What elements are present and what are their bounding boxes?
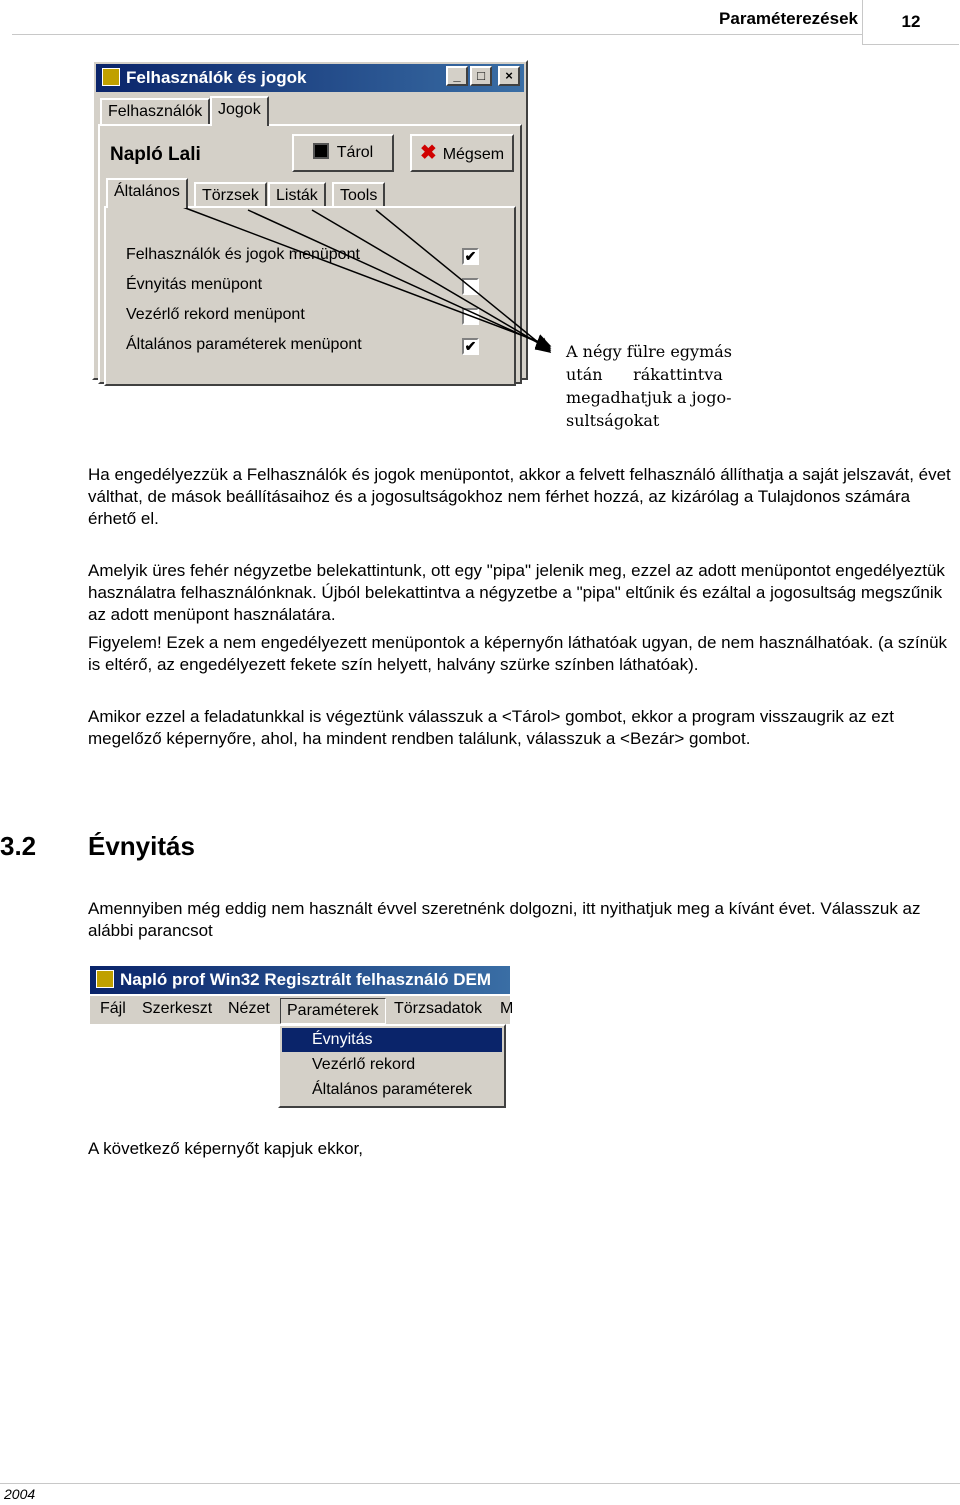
- annotation-note: [566, 340, 766, 432]
- menuitem-vezerlo-rekord[interactable]: Vezérlő rekord: [312, 1056, 416, 1073]
- section-title: Évnyitás: [88, 831, 195, 861]
- menu-fajl[interactable]: Fájl: [100, 1000, 126, 1017]
- annotation-line: megadhatjuk a jogo-: [566, 388, 732, 407]
- save-label: Tárol: [336, 144, 374, 161]
- menu-parameterek[interactable]: Paraméterek: [280, 998, 386, 1024]
- close-button[interactable]: ×: [498, 66, 520, 86]
- header-title: Paraméterezések: [719, 9, 858, 28]
- menubar: [90, 996, 514, 1024]
- paragraph-6: A következő képernyőt kapjuk ekkor,: [88, 1139, 363, 1158]
- user-name: Napló Lali: [110, 144, 201, 165]
- menuitem-evnyitas[interactable]: Évnyitás: [282, 1028, 502, 1052]
- header-rule: [12, 34, 862, 35]
- parameterek-dropdown: [278, 1024, 506, 1108]
- minimize-button[interactable]: _: [446, 66, 468, 86]
- subtab-torzsek[interactable]: Törzsek: [194, 182, 267, 208]
- menu-nezet[interactable]: Nézet: [228, 1000, 270, 1017]
- paragraph-2: Amelyik üres fehér négyzetbe belekattintunk, ott egy "pipa" jelenik meg, ezzel az adott menüpontot engedélyeztük használatra felhasználónknak. Újból belekattintva a négyzetbe a "pipa" eltűnik és ezáltal a jogosultság megszűnik az adott menüpont használatára.: [88, 561, 945, 624]
- section-number: 3.2: [0, 831, 37, 861]
- red-x-icon: ✖: [419, 142, 437, 164]
- screenshot-menu: [90, 966, 514, 1110]
- app-title: Napló prof Win32 Regisztrált felhasználó DEM: [120, 970, 492, 989]
- footer-rule: [0, 1483, 960, 1484]
- page-number: 12: [862, 0, 959, 45]
- footer-year: 2004: [4, 1486, 36, 1502]
- cancel-label: Mégsem: [442, 146, 505, 163]
- menu-szerkeszt[interactable]: Szerkeszt: [142, 1000, 213, 1017]
- subtab-altalanos[interactable]: Általános: [106, 178, 188, 208]
- menu-more[interactable]: M: [500, 1000, 514, 1017]
- app-icon: [96, 970, 114, 988]
- arrow: [248, 210, 550, 348]
- arrow: [180, 206, 550, 346]
- permission-label: Vezérlő rekord menüpont: [126, 306, 305, 323]
- app-titlebar: [90, 966, 510, 994]
- permission-label: Évnyitás menüpont: [126, 276, 263, 293]
- paragraph-5: Amennyiben még eddig nem használt évvel szeretnénk dolgozni, itt nyithatjuk meg a kívánt évet. Válasszuk az alábbi parancsot: [88, 899, 921, 940]
- paragraph-4: Amikor ezzel a feladatunkkal is végeztünk válasszuk a <Tárol> gombot, ekkor a program visszaugrik az ezt megelőző képernyőre, ahol, ha mindent rendben találunk, válasszuk a <Bezár> gombot.: [88, 707, 894, 748]
- paragraph-3: Figyelem! Ezek a nem engedélyezett menüpontok a képernyőn láthatóak ugyan, de nem használhatóak. (a színük is eltérő, az engedélyezett fekete szín helyett, halvány szürke színben láthatóak).: [88, 633, 948, 674]
- window-title: Felhasználók és jogok: [126, 68, 307, 87]
- paragraph-1: Ha engedélyezzük a Felhasználók és jogok menüpontot, akkor a felvett felhasználó állíthatja a saját jelszavát, évet válthat, de mások beállításaihoz és a jogosultságokhoz nem férhet hozzá, az kizárólag a Tulajdonos számára érhető el.: [88, 465, 951, 528]
- permission-label: Általános paraméterek menüpont: [126, 336, 362, 353]
- subtab-listak[interactable]: Listák: [268, 182, 326, 208]
- permission-checkbox[interactable]: ✔: [462, 248, 479, 265]
- menu-torzsadatok[interactable]: Törzsadatok: [394, 1000, 483, 1017]
- annotation-line: sultságokat: [566, 411, 660, 430]
- annotation-line: után rákattintva: [566, 365, 723, 384]
- menuitem-altalanos-parameterek[interactable]: Általános paraméterek: [312, 1081, 473, 1098]
- subtab-tools[interactable]: Tools: [332, 182, 385, 208]
- tab-jogok[interactable]: Jogok: [210, 96, 269, 126]
- permission-label: Felhasználók és jogok menüpont: [126, 246, 360, 263]
- annotation-line: A négy fülre egymás: [566, 342, 732, 361]
- maximize-button[interactable]: □: [470, 66, 492, 86]
- arrow: [312, 210, 550, 350]
- tab-felhasznalok[interactable]: Felhasználók: [100, 98, 210, 124]
- permission-checkbox[interactable]: ✔: [462, 338, 479, 355]
- left-background: [90, 1024, 278, 1110]
